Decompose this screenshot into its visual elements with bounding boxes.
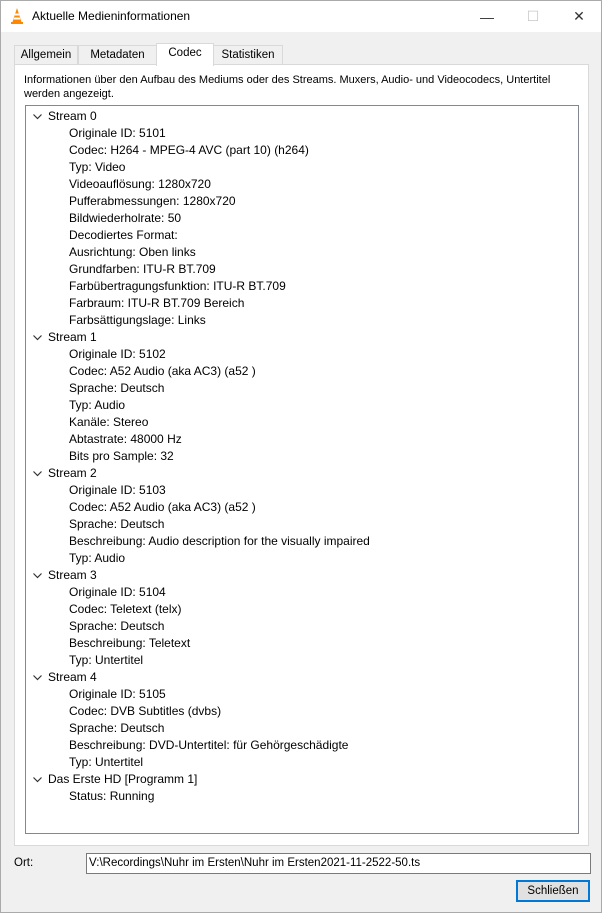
tree-item[interactable]: Codec: H264 - MPEG-4 AVC (part 10) (h264) (69, 143, 309, 157)
chevron-down-icon[interactable] (31, 465, 43, 482)
tab-allgemein[interactable]: Allgemein (14, 45, 78, 65)
tab-metadaten[interactable]: Metadaten (78, 45, 157, 65)
tree-item[interactable]: Codec: A52 Audio (aka AC3) (a52 ) (69, 500, 256, 514)
tab-statistiken[interactable]: Statistiken (213, 45, 283, 65)
tree-item[interactable]: Typ: Untertitel (69, 653, 144, 667)
tree-node-label: Stream 4 (48, 670, 97, 684)
vlc-cone-icon (9, 7, 25, 25)
tree-node[interactable] (26, 108, 578, 125)
tree-item[interactable]: Farbübertragungsfunktion: ITU-R BT.709 (69, 279, 286, 293)
close-button[interactable]: Schließen (516, 880, 590, 902)
tree-item[interactable]: Beschreibung: Teletext (69, 636, 191, 650)
tree-item[interactable]: Status: Running (69, 789, 155, 803)
tree-item[interactable]: Abtastrate: 48000 Hz (69, 432, 182, 446)
tree-item[interactable]: Pufferabmessungen: 1280x720 (69, 194, 236, 208)
title-bar[interactable] (1, 1, 601, 32)
tree-item[interactable]: Typ: Video (69, 160, 126, 174)
tree-node[interactable] (26, 669, 578, 686)
tree-item[interactable]: Codec: A52 Audio (aka AC3) (a52 ) (69, 364, 256, 378)
tree-node-label: Stream 2 (48, 466, 97, 480)
tree-item[interactable]: Kanäle: Stereo (69, 415, 149, 429)
chevron-down-icon[interactable] (31, 108, 43, 125)
tree-node-label: Stream 1 (48, 330, 97, 344)
tree-item[interactable]: Ausrichtung: Oben links (69, 245, 196, 259)
tree-item[interactable]: Codec: Teletext (telx) (69, 602, 182, 616)
tree-item[interactable]: Sprache: Deutsch (69, 381, 165, 395)
tree-item[interactable]: Sprache: Deutsch (69, 517, 165, 531)
tree-item[interactable]: Bildwiederholrate: 50 (69, 211, 182, 225)
minimize-button[interactable] (464, 1, 510, 32)
tree-node-label: Das Erste HD [Programm 1] (48, 772, 198, 786)
tree-item[interactable]: Originale ID: 5104 (69, 585, 166, 599)
chevron-down-icon[interactable] (31, 771, 43, 788)
tree-item[interactable]: Originale ID: 5102 (69, 347, 166, 361)
tree-node[interactable] (26, 771, 578, 788)
tree-item[interactable]: Grundfarben: ITU-R BT.709 (69, 262, 216, 276)
tree-list (26, 108, 578, 805)
location-field[interactable]: V:\Recordings\Nuhr im Ersten\Nuhr im Ersten2021-11-2522-50.ts (86, 853, 591, 874)
tree-item[interactable]: Farbsättigungslage: Links (69, 313, 206, 327)
tree-item[interactable]: Typ: Audio (69, 551, 126, 565)
chevron-down-icon[interactable] (31, 669, 43, 686)
tree-item[interactable]: Farbraum: ITU-R BT.709 Bereich (69, 296, 245, 310)
tree-node-label: Stream 3 (48, 568, 97, 582)
tree-item[interactable]: Typ: Audio (69, 398, 126, 412)
minimize-icon: — (480, 8, 494, 25)
codec-description: Informationen über den Aufbau des Mediums oder des Streams. Muxers, Audio- und Videocodecs, Untertitel werden angezeigt. (24, 74, 551, 100)
tree-node[interactable] (26, 329, 578, 346)
tree-item[interactable]: Beschreibung: DVD-Untertitel: für Gehörgeschädigte (69, 738, 349, 752)
tree-node[interactable] (26, 465, 578, 482)
tab-codec[interactable]: Codec (156, 43, 214, 66)
maximize-icon: ☐ (526, 8, 540, 24)
tree-item[interactable]: Originale ID: 5103 (69, 483, 166, 497)
tree-item[interactable]: Sprache: Deutsch (69, 619, 165, 633)
tree-item[interactable]: Bits pro Sample: 32 (69, 449, 174, 463)
location-label: Ort: (14, 857, 34, 869)
codec-tree[interactable] (25, 105, 579, 834)
tree-item[interactable]: Originale ID: 5105 (69, 687, 166, 701)
tree-item[interactable]: Beschreibung: Audio description for the visually impaired (69, 534, 370, 548)
close-icon: ✕ (573, 8, 585, 24)
tree-item[interactable]: Videoauflösung: 1280x720 (69, 177, 211, 191)
tree-item[interactable]: Codec: DVB Subtitles (dvbs) (69, 704, 222, 718)
tree-node[interactable] (26, 567, 578, 584)
tree-item[interactable]: Typ: Untertitel (69, 755, 144, 769)
tree-node-label: Stream 0 (48, 109, 97, 123)
tree-item[interactable]: Sprache: Deutsch (69, 721, 165, 735)
maximize-button[interactable] (510, 1, 556, 32)
close-window-button[interactable] (556, 1, 602, 32)
tree-item[interactable]: Decodiertes Format: (69, 228, 178, 242)
chevron-down-icon[interactable] (31, 329, 43, 346)
chevron-down-icon[interactable] (31, 567, 43, 584)
window-title: Aktuelle Medieninformationen (32, 9, 191, 23)
codec-panel (14, 64, 589, 846)
tree-item[interactable]: Originale ID: 5101 (69, 126, 166, 140)
